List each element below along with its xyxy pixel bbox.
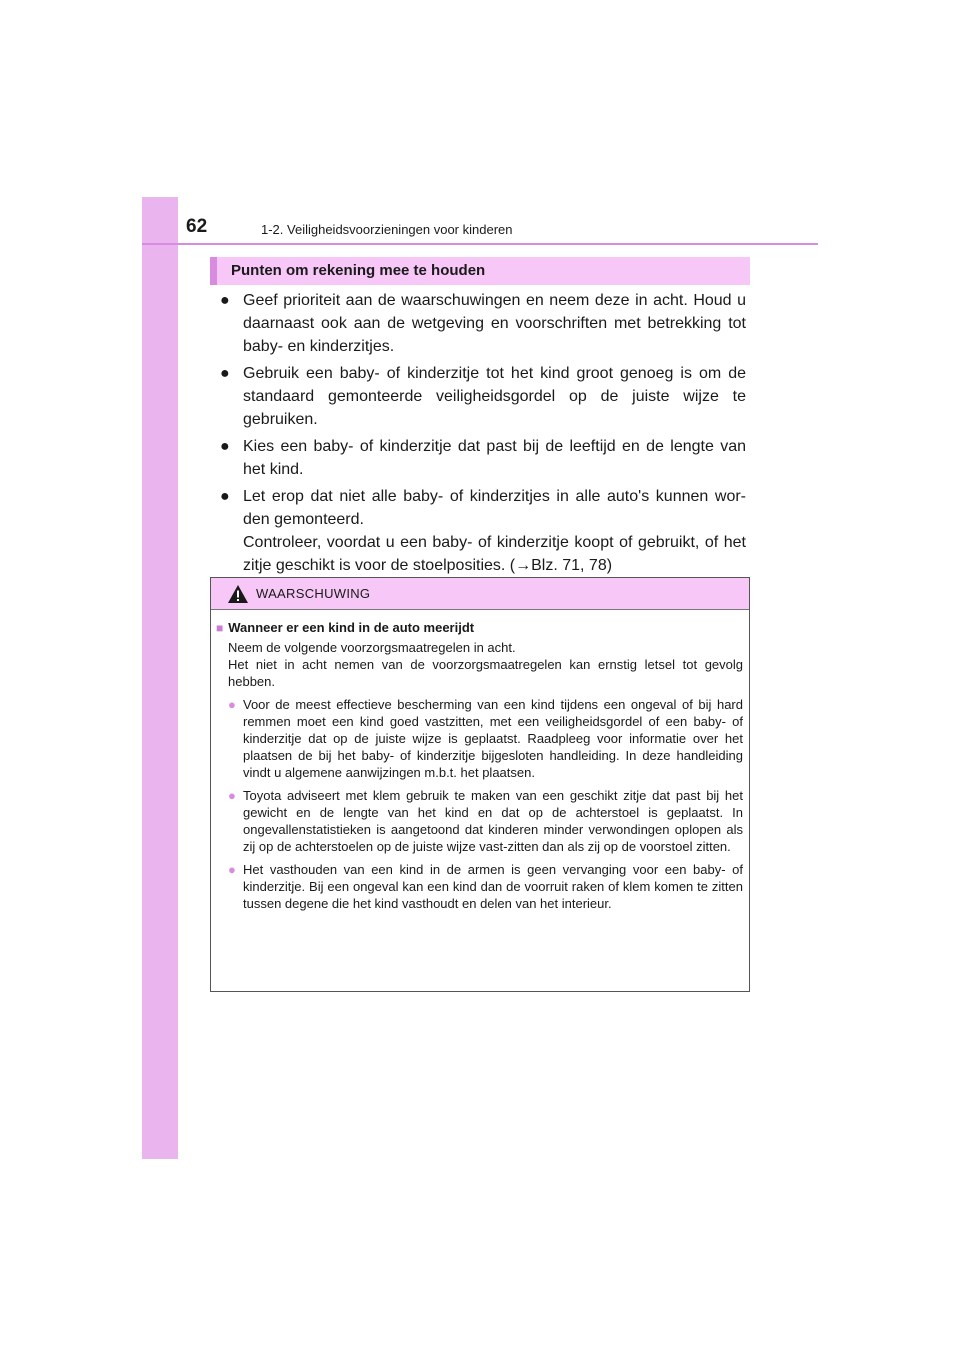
bullet-icon: ● [220, 438, 230, 455]
page-number: 62 [186, 216, 208, 237]
running-title: 1-2. Veiligheidsvoorzieningen voor kinderen [261, 222, 513, 237]
bullet-text: Geef prioriteit aan de waarschuwingen en neem deze in acht. Houd u daarnaast ook aan de wetgeving en voorschriften met betrekking tot baby- en kinderzitjes. [243, 292, 746, 355]
list-item [220, 485, 746, 577]
warning-triangle-icon [227, 584, 249, 604]
warning-box [210, 577, 750, 992]
list-item [220, 435, 746, 481]
warning-bullet-text: Voor de meest effectieve bescherming van een kind tijdens een ongeval of bij hard remmen moet een kind goed vastzitten, met een veiligheidsgordel of een baby- of kinderzitje dat op de juiste wijze is geplaatst. Raadpleeg voor informatie over het plaatsen de bij het baby- of kinderzitje bijgesloten handleiding. In deze handleiding vindt u algemene aanwijzingen m.b.t. het plaatsen. [243, 697, 743, 780]
list-item [220, 362, 746, 431]
warning-body [211, 619, 751, 912]
section-bullet-list [220, 289, 746, 581]
side-tab-strip [142, 197, 178, 1159]
bullet-icon: ● [220, 488, 230, 505]
warning-header [211, 578, 749, 610]
bullet-icon: ● [228, 788, 236, 803]
section-heading-bar [210, 257, 750, 285]
page-header [178, 216, 818, 244]
list-item [228, 696, 743, 781]
bullet-text: Let erop dat niet alle baby- of kinderzitjes in alle auto's kunnen wor-den gemonteerd. [243, 488, 746, 528]
warning-intro: Neem de volgende voorzorgsmaatregelen in acht. Het niet in acht nemen van de voorzorgsmaatregelen kan ernstig letsel tot gevolg hebben. [228, 640, 743, 689]
list-item [228, 787, 743, 855]
section-title: Punten om rekening mee te houden [231, 262, 486, 279]
warning-bullet-text: Toyota adviseert met klem gebruik te maken van een geschikt zitje dat past bij het gewicht en de lengte van het kind en dat op de achterstoel is geplaatst. In ongevallenstatistieken is aangetoond dat kinderen minder verwondingen oplopen als zij op de achterstoelen op de juiste wijze vast-zitten dan als zij op de voorstoel zitten. [243, 788, 743, 854]
bullet-icon: ● [220, 292, 230, 309]
square-icon: ■ [216, 621, 224, 635]
list-item [220, 289, 746, 358]
bullet-text: Kies een baby- of kinderzitje dat past bij de leeftijd en de lengte van het kind. [243, 438, 746, 478]
warning-title-text: Wanneer er een kind in de auto meerijdt [228, 620, 475, 635]
bullet-icon: ● [228, 697, 236, 712]
bullet-extra-text: Controleer, voordat u een baby- of kinderzitje koopt of gebruikt, of het zitje geschikt is voor de stoelposities. (→Blz. 71, 78) [243, 534, 746, 574]
list-item [228, 861, 743, 912]
warning-label: WAARSCHUWING [256, 586, 371, 601]
warning-bullet-text: Het vasthouden van een kind in de armen is geen vervanging voor een baby- of kinderzitje. Bij een ongeval kan een kind dan de voorruit raken of klem komen te zitten tussen degene die het kind vasthoudt en delen van het interieur. [243, 862, 743, 911]
bullet-icon: ● [220, 365, 230, 382]
bullet-icon: ● [228, 862, 236, 877]
header-divider [142, 243, 818, 245]
warning-title [216, 619, 756, 637]
bullet-text: Gebruik een baby- of kinderzitje tot het kind groot genoeg is om de standaard gemonteerde veiligheidsgordel op de juiste wijze te gebruiken. [243, 365, 746, 428]
